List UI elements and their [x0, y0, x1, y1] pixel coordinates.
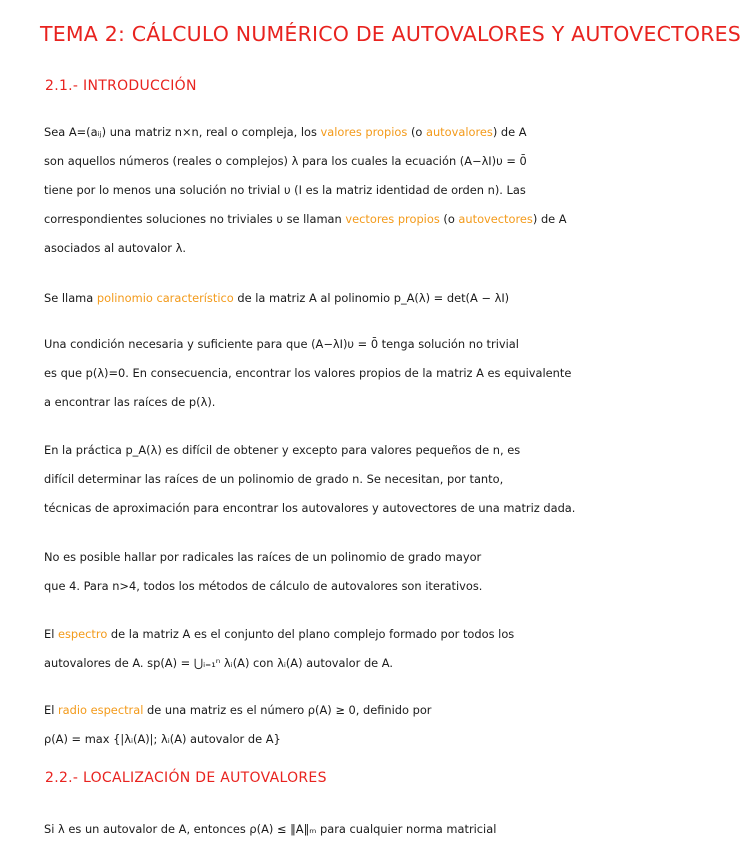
paragraph-spectral-radius — [44, 696, 644, 754]
text-line: Si λ es un autovalor de A, entonces ρ(A) ≤ ‖A‖ₘ para cualquier norma matricial — [44, 822, 497, 836]
paragraph-definition-eigenvalues — [44, 118, 644, 263]
highlight-term: autovalores — [425, 125, 493, 139]
paragraph-characteristic-polynomial — [44, 284, 644, 313]
highlight-term: autovectores — [458, 212, 533, 226]
paragraph-condition — [44, 330, 644, 417]
text-line: No es posible hallar por radicales las raíces de un polinomio de grado mayor — [44, 550, 482, 564]
text-line: difícil determinar las raíces de un polinomio de grado n. Se necesitan, por tanto, — [44, 472, 504, 486]
highlight-term: radio espectral — [57, 703, 144, 717]
text-line: que 4. Para n>4, todos los métodos de cálculo de autovalores son iterativos. — [44, 579, 483, 593]
highlight-term: valores propios — [320, 125, 408, 139]
text-line: es que p(λ)=0. En consecuencia, encontrar los valores propios de la matriz A es equivalente — [44, 366, 572, 380]
section-heading-localizacion: 2.2.- LOCALIZACIÓN DE AUTOVALORES — [45, 770, 327, 786]
highlight-term: espectro — [57, 627, 108, 641]
text-line: Se llama polinomio característico de la matriz A al polinomio p_A(λ) = det(A − λI) — [44, 291, 510, 305]
text-line: El radio espectral de una matriz es el número ρ(A) ≥ 0, definido por — [44, 703, 432, 717]
text-line: Una condición necesaria y suficiente para que (A−λI)υ = 0̄ tenga solución no trivial — [44, 337, 519, 351]
text-line: correspondientes soluciones no triviales υ se llaman vectores propios (o autovectores) de A — [44, 212, 567, 226]
paragraph-practice — [44, 436, 644, 523]
section-heading-introduccion: 2.1.- INTRODUCCIÓN — [45, 78, 197, 94]
text-line: autovalores de A. sp(A) = ⋃ᵢ₌₁ⁿ λᵢ(A) con λᵢ(A) autovalor de A. — [44, 656, 394, 670]
highlight-term: polinomio característico — [96, 291, 234, 305]
text-line: son aquellos números (reales o complejos) λ para los cuales la ecuación (A−λI)υ = 0̄ — [44, 154, 527, 168]
text-line: Sea A=(aᵢⱼ) una matriz n×n, real o compleja, los valores propios (o autovalores) de A — [44, 125, 527, 139]
paragraph-spectrum — [44, 620, 644, 678]
text-line: El espectro de la matriz A es el conjunto del plano complejo formado por todos los — [44, 627, 515, 641]
text-line: En la práctica p_A(λ) es difícil de obtener y excepto para valores pequeños de n, es — [44, 443, 521, 457]
text-line: a encontrar las raíces de p(λ). — [44, 395, 216, 409]
text-line: tiene por lo menos una solución no trivial υ (I es la matriz identidad de orden n). Las — [44, 183, 526, 197]
paragraph-norm-bound — [44, 815, 644, 844]
page-title: TEMA 2: CÁLCULO NUMÉRICO DE AUTOVALORES Y AUTOVECTORES — [40, 22, 741, 46]
highlight-term: vectores propios — [345, 212, 440, 226]
text-line: asociados al autovalor λ. — [44, 241, 186, 255]
text-line: técnicas de aproximación para encontrar los autovalores y autovectores de una matriz dada. — [44, 501, 576, 515]
text-line: ρ(A) = max {|λᵢ(A)|; λᵢ(A) autovalor de A} — [44, 732, 281, 746]
paragraph-radicals — [44, 543, 644, 601]
